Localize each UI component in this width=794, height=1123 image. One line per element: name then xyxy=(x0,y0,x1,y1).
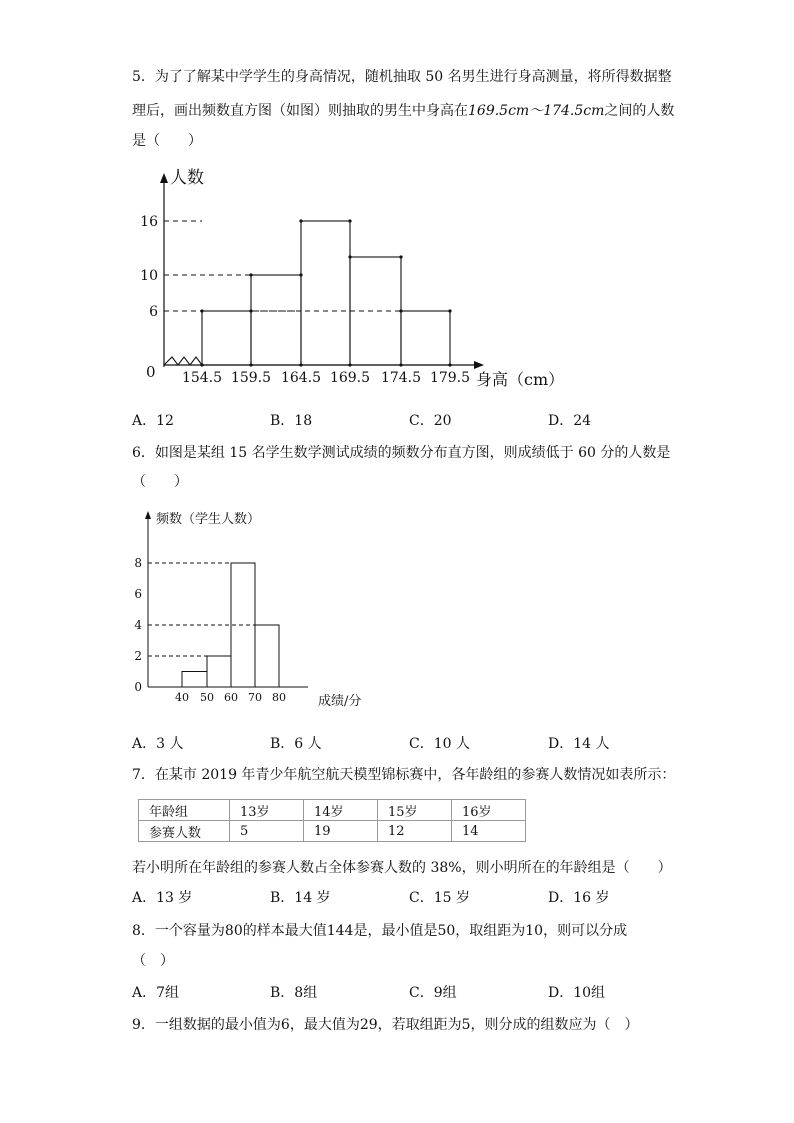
table-cell: 19 xyxy=(304,821,378,842)
x-tick-label: 60 xyxy=(224,691,238,704)
q6-line-1: 6．如图是某组 15 名学生数学测试成绩的频数分布直方图，则成绩低于 60 分的人数是 xyxy=(132,445,671,461)
x-tick-dot xyxy=(249,363,252,366)
histogram-bar xyxy=(401,311,450,365)
histogram-bar xyxy=(182,672,207,688)
table-row xyxy=(139,821,526,842)
y-tick-label: 6 xyxy=(149,304,158,320)
axis-break-zigzag xyxy=(164,357,202,365)
y-tick-label: 6 xyxy=(134,587,142,601)
y-axis-label: 人数 xyxy=(170,168,204,188)
q6-line-2: （ ） xyxy=(132,474,188,490)
q7-option-b[interactable]: B．14 岁 xyxy=(270,890,331,906)
q5-option-b[interactable]: B．18 xyxy=(270,413,313,429)
histogram-bar xyxy=(251,275,301,365)
q7-option-d[interactable]: D．16 岁 xyxy=(548,890,610,906)
x-tick-dot xyxy=(448,363,451,366)
x-tick-label: 169.5 xyxy=(329,370,371,386)
table-row xyxy=(139,800,526,821)
table-cell: 15岁 xyxy=(378,800,452,821)
y-axis-arrow xyxy=(145,511,151,519)
score-histogram xyxy=(130,505,390,715)
q8-option-a[interactable]: A．7组 xyxy=(132,985,180,1001)
q7-line-2: 若小明所在年龄组的参赛人数占全体参赛人数的 38%，则小明所在的年龄组是（ ） xyxy=(132,860,672,876)
x-axis-label: 身高（cm） xyxy=(476,370,565,389)
q5-line-2a: 理后，画出频数直方图（如图）则抽取的男生中身高在 xyxy=(132,103,468,119)
y-axis-arrow xyxy=(160,173,168,183)
x-tick-label: 164.5 xyxy=(280,370,322,386)
height-histogram xyxy=(130,165,570,395)
y-tick-label: 0 xyxy=(134,680,142,694)
x-tick-dot xyxy=(348,363,351,366)
x-axis-arrow xyxy=(474,361,484,369)
histogram-bar xyxy=(207,656,231,687)
table-cell: 5 xyxy=(230,821,304,842)
q5-line-1: 5．为了了解某中学学生的身高情况，随机抽取 50 名男生进行身高测量，将所得数据整 xyxy=(132,69,672,85)
q6-option-d[interactable]: D．14 人 xyxy=(548,736,610,752)
q8-line-2: （ ） xyxy=(132,953,174,969)
y-tick-label: 10 xyxy=(140,268,158,284)
table-cell: 12 xyxy=(378,821,452,842)
q5-option-a[interactable]: A．12 xyxy=(132,413,174,429)
q7-option-c[interactable]: C．15 岁 xyxy=(409,890,470,906)
x-tick-label: 179.5 xyxy=(429,370,471,386)
q6-option-a[interactable]: A．3 人 xyxy=(132,736,184,752)
x-tick-label: 154.5 xyxy=(181,370,223,386)
q7-line-1: 7．在某市 2019 年青少年航空航天模型锦标赛中，各年龄组的参赛人数情况如表所示： xyxy=(132,767,676,783)
table-cell: 14 xyxy=(452,821,526,842)
q5-option-d[interactable]: D．24 xyxy=(548,413,592,429)
table-cell: 16岁 xyxy=(452,800,526,821)
table-cell: 13岁 xyxy=(230,800,304,821)
x-tick-label: 174.5 xyxy=(380,370,422,386)
x-tick-dot xyxy=(399,363,402,366)
y-tick-label: 8 xyxy=(134,556,142,570)
table-cell: 年龄组 xyxy=(139,800,230,821)
x-tick-label: 80 xyxy=(272,691,286,704)
x-axis-label: 成绩/分 xyxy=(318,694,362,709)
histogram-bar xyxy=(301,221,350,365)
y-tick-label: 16 xyxy=(140,214,158,230)
x-tick-label: 50 xyxy=(200,691,214,704)
x-tick-label: 40 xyxy=(175,691,189,704)
q8-option-d[interactable]: D．10组 xyxy=(548,985,606,1001)
table-cell: 参赛人数 xyxy=(139,821,230,842)
q8-option-b[interactable]: B．8组 xyxy=(270,985,318,1001)
table-cell: 14岁 xyxy=(304,800,378,821)
x-tick-label: 159.5 xyxy=(230,370,272,386)
q9-line-1: 9．一组数据的最小值为6，最大值为29，若取组距为5，则分成的组数应为（ ） xyxy=(132,1017,639,1033)
histogram-bar xyxy=(255,625,279,687)
q5-option-c[interactable]: C．20 xyxy=(409,413,452,429)
q8-line-1: 8．一个容量为80的样本最大值144是，最小值是50，取组距为10，则可以分成 xyxy=(132,923,628,939)
y-tick-label: 4 xyxy=(134,618,142,632)
x-tick-label: 70 xyxy=(248,691,262,704)
q5-line-3: 是（ ） xyxy=(132,133,202,149)
origin-label: 0 xyxy=(146,363,156,381)
q5-range: 169.5cm～174.5cm xyxy=(468,103,605,119)
histogram-bar xyxy=(202,311,251,365)
q5-line-2b: 之间的人数 xyxy=(604,103,675,119)
q6-option-b[interactable]: B．6 人 xyxy=(270,736,322,752)
bar-corner-dot xyxy=(348,255,351,258)
bar-corner-dot xyxy=(299,219,302,222)
q7-option-a[interactable]: A．13 岁 xyxy=(132,890,193,906)
bar-corner-dot xyxy=(399,255,402,258)
x-tick-dot xyxy=(200,363,203,366)
q6-option-c[interactable]: C．10 人 xyxy=(409,736,470,752)
histogram-bar xyxy=(350,257,401,365)
bar-corner-dot xyxy=(348,219,351,222)
q5-line-2 xyxy=(132,100,674,120)
q8-option-c[interactable]: C．9组 xyxy=(409,985,457,1001)
bar-corner-dot xyxy=(448,309,451,312)
x-tick-dot xyxy=(299,363,302,366)
y-axis-label: 频数（学生人数） xyxy=(156,512,261,527)
y-tick-label: 2 xyxy=(134,649,142,663)
age-group-table xyxy=(138,799,526,842)
